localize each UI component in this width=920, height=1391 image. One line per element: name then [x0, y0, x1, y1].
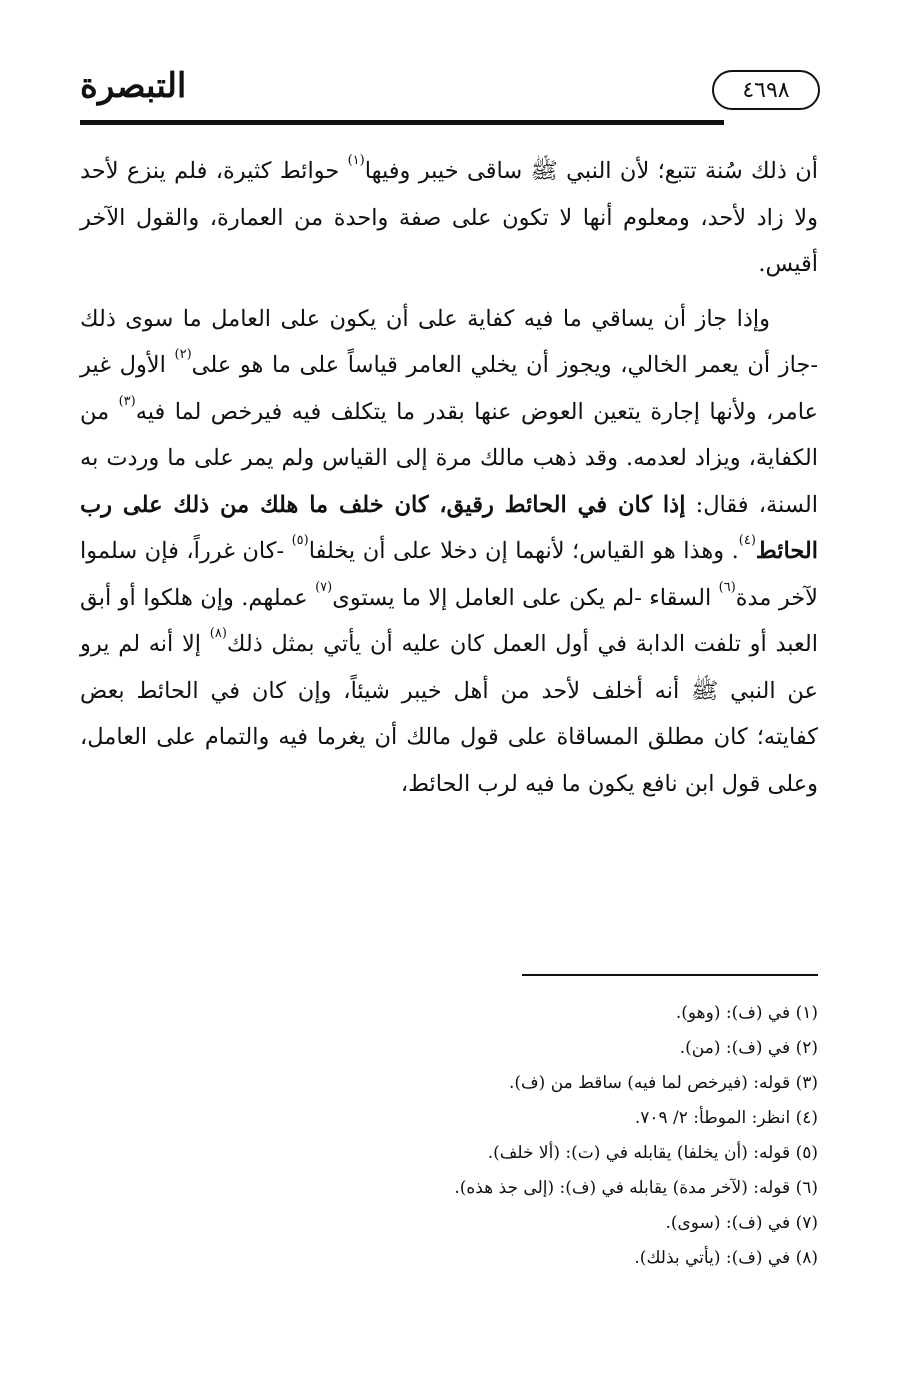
footnote-ref-4: (٤): [738, 533, 756, 548]
footnote-ref-6: (٦): [718, 579, 736, 595]
footnote-ref-8: (٨): [209, 626, 227, 641]
footnote-separator: [522, 974, 818, 976]
footnote-ref-3: (٣): [118, 393, 136, 409]
footnotes: [80, 996, 818, 1276]
footnote-7: (٧) في (ف): (سوى).: [665, 1213, 818, 1233]
footnote-2: (٢) في (ف): (من).: [679, 1038, 818, 1058]
footnote-ref-7: (٧): [315, 579, 333, 595]
bold-quote: إذا كان في الحائط رقيق، كان خلف ما هلك من ذلك على رب الحائط: [80, 491, 818, 564]
main-text: [80, 148, 818, 807]
page-header: [80, 60, 820, 130]
footnote-6: (٦) قوله: (لآخر مدة) يقابله في (ف): (إلى جذ هذه).: [454, 1178, 818, 1198]
text-run: -كان غرراً، فإن سلموا لآخر مدة: [80, 538, 818, 611]
footnote-4: (٤) انظر: الموطأ: ٢/ ٧٠٩.: [634, 1108, 818, 1128]
page-number-badge: [712, 70, 820, 110]
text-run: أن ذلك سُنة تتبع؛ لأن النبي ﷺ ساقى خيبر وفيها: [364, 158, 818, 184]
paragraph-1: [80, 148, 818, 288]
text-run: إلا أنه لم يرو عن النبي ﷺ أنه أخلف لأحد من أهل خيبر شيئاً، وإن كان في الحائط بعض كفايته؛ كان مطلق المساقاة على قول مالك أن يغرما فيه والتمام على العامل، وعلى قول ابن نافع يكون ما فيه لرب الحائط،: [80, 631, 818, 797]
text-run: السقاء -لم يكن على العامل إلا ما يستوى: [332, 584, 719, 611]
header-rule: [80, 120, 724, 125]
text-run: وإذا جاز أن يساقي ما فيه كفاية على أن يكون على العامل ما سوى ذلك -جاز أن يعمر الخالي، ويجوز أن يخلي العامر قياساً على ما هو على: [80, 305, 818, 378]
running-title: التبصرة: [80, 66, 187, 106]
footnote-ref-2: (٢): [174, 347, 192, 362]
footnote-3: (٣) قوله: (فيرخص لما فيه) ساقط من (ف).: [509, 1073, 818, 1093]
text-run: حوائط كثيرة، فلم ينزع لأحد ولا زاد لأحد، ومعلوم أنها لا تكون على صفة واحدة من العمارة، والقول الآخر أقيس.: [80, 158, 818, 277]
text-run: من الكفاية، ويزاد لعدمه. وقد ذهب مالك مرة إلى القياس ولم يمر على ما وردت به السنة، فقال:: [80, 398, 818, 518]
paragraph-2: [80, 296, 818, 808]
text-run: . وهذا هو القياس؛ لأنهما إن دخلا على أن يخلفا: [308, 538, 739, 564]
footnote-ref-5: (٥): [291, 533, 309, 548]
page-number: ٤٦٩٨: [742, 77, 790, 103]
footnote-ref-1: (١): [347, 153, 365, 168]
text-run: الأول غير عامر، ولأنها إجارة يتعين العوض عنها بقدر ما يتكلف فيه فيرخص لما فيه: [80, 352, 818, 425]
footnote-8: (٨) في (ف): (يأتي بذلك).: [634, 1248, 818, 1268]
footnote-1: (١) في (ف): (وهو).: [675, 1003, 818, 1023]
footnote-5: (٥) قوله: (أن يخلفا) يقابله في (ت): (ألا خلف).: [487, 1143, 818, 1163]
text-run: عملهم. وإن هلكوا أو أبق العبد أو تلفت الدابة في أول العمل كان عليه أن يأتي بمثل ذلك: [80, 584, 819, 657]
